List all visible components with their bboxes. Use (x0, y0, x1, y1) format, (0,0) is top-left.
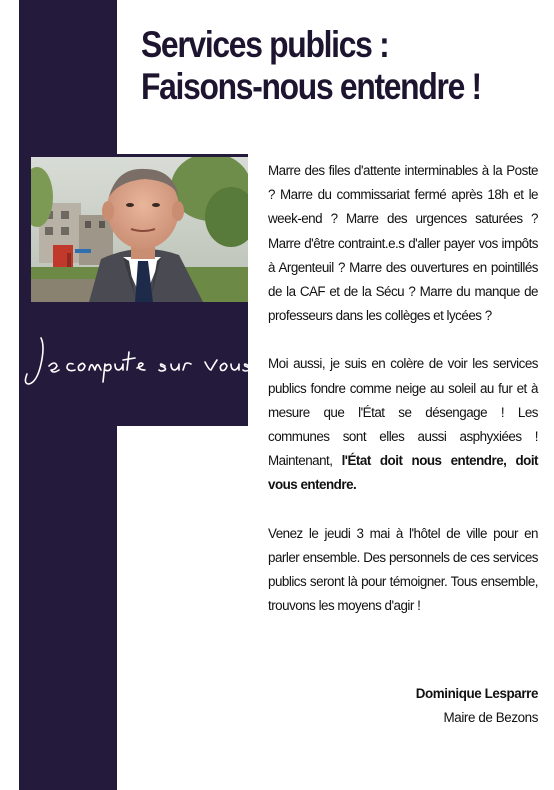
paragraph-invitation: Venez le jeudi 3 mai à l'hôtel de ville pour en parler ensemble. Des personnels de ces services publics seront là pour témoigner. Tous ensemble, trouvons les moyens d'agir ! (268, 525, 538, 614)
title-line-1: Services publics : (141, 24, 389, 65)
page-title (141, 24, 485, 108)
letter-body (268, 159, 538, 642)
paragraph-anger-bold: l'État doit nous entendre, doit vous entendre. (268, 453, 538, 493)
author-name: Dominique Lesparre (415, 686, 538, 701)
mayor-photo (31, 157, 248, 302)
handwritten-signature (19, 324, 248, 396)
paragraph-complaints: Marre des files d'attente interminables à la Poste ? Marre du commissariat fermé après 18h et le week-end ? Marre des urgences saturées ? Marre d'être contraint.e.s d'aller payer vos impôts à Argenteuil ? Marre des ouvertures en pointillés de la CAF et de la Sécu ? Marre du manque de professeurs dans les collèges et lycées ? (268, 163, 538, 324)
paragraph-anger-text: Moi aussi, je suis en colère de voir les services publics fondre comme neige au soleil au fur et à mesure que l'État se désengage ! Les communes sont elles aussi asphyxiées ! Maintenant, (268, 356, 538, 469)
author-title: Maire de Bezons (443, 710, 538, 725)
title-line-2: Faisons-nous entendre ! (141, 66, 481, 107)
paragraph-anger (268, 352, 538, 497)
portrait-panel (19, 154, 248, 426)
